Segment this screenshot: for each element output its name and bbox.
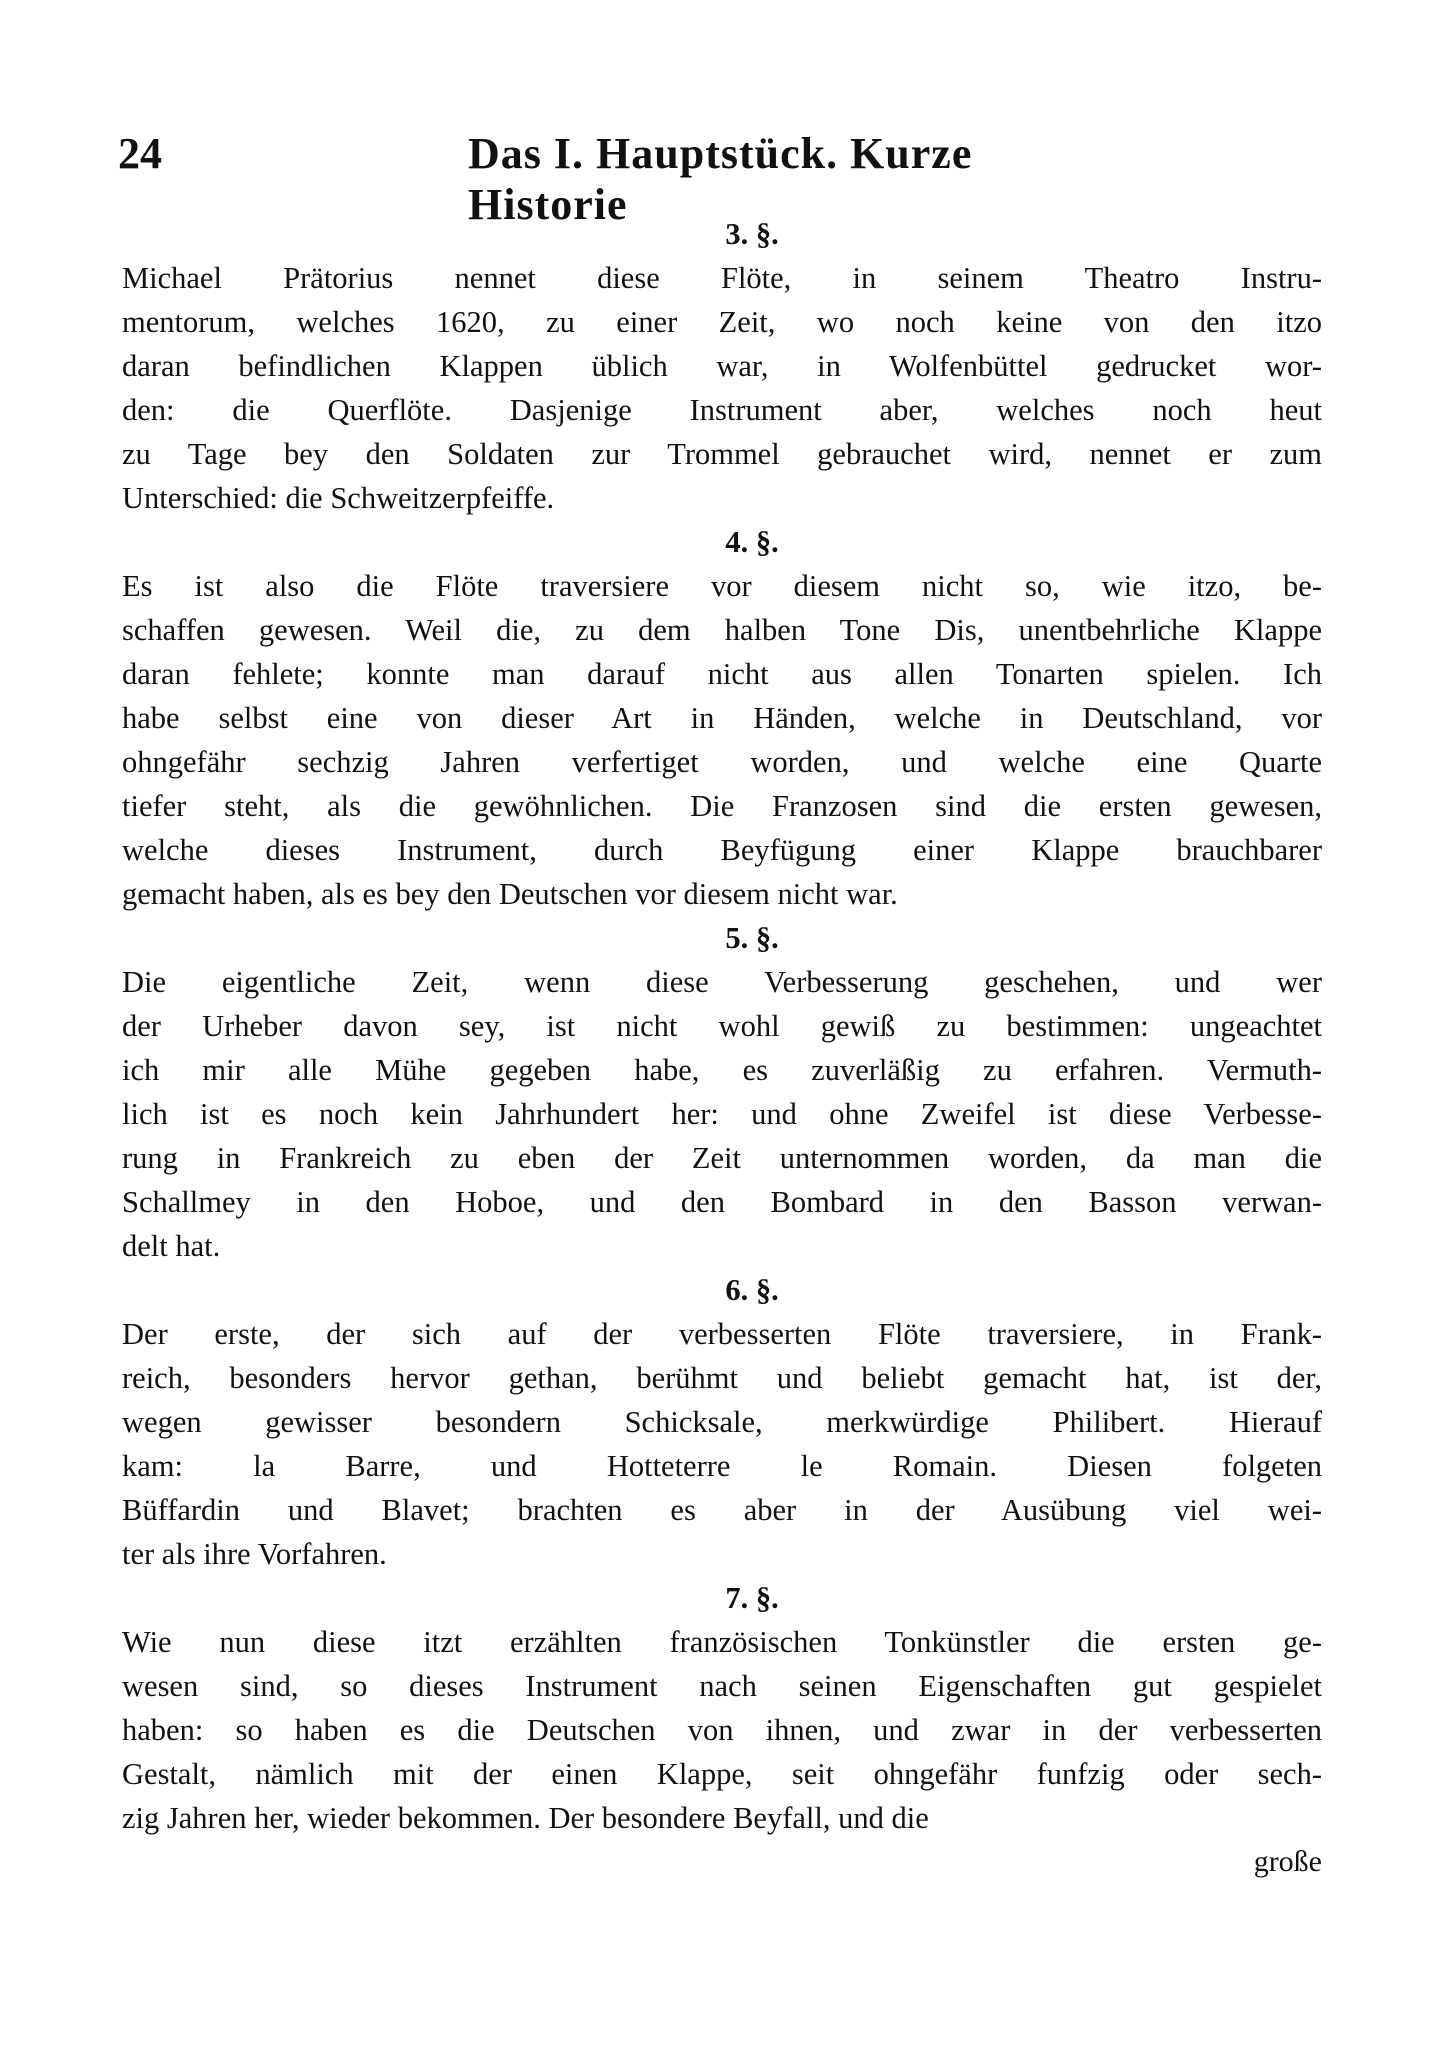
text-line: Schallmey in den Hoboe, und den Bombard in den Basson verwan- — [122, 1185, 1322, 1219]
text-line: Die eigentliche Zeit, wenn diese Verbesserung geschehen, und wer — [122, 965, 1322, 999]
text-line: zu Tage bey den Soldaten zur Trommel gebrauchet wird, nennet er zum — [122, 437, 1322, 471]
text-line: kam: la Barre, und Hotteterre le Romain. Diesen folgeten — [122, 1449, 1322, 1483]
running-title: Das I. Hauptstück. Kurze Historie — [468, 129, 973, 229]
text-line: daran fehlete; konnte man darauf nicht aus allen Tonarten spielen. Ich — [122, 657, 1322, 691]
text-line: Gestalt, nämlich mit der einen Klappe, seit ohngefähr funfzig oder sech- — [122, 1757, 1322, 1791]
text-line: Es ist also die Flöte traversiere vor diesem nicht so, wie itzo, be- — [122, 569, 1322, 603]
text-line: mentorum, welches 1620, zu einer Zeit, wo noch keine von den itzo — [122, 305, 1322, 339]
section-paragraph — [122, 564, 1322, 916]
section-number: 6. §. — [725, 1273, 779, 1307]
text-line: haben: so haben es die Deutschen von ihnen, und zwar in der verbesserten — [122, 1713, 1322, 1747]
text-line: zig Jahren her, wieder bekommen. Der besondere Beyfall, und die — [122, 1801, 929, 1835]
text-line: wegen gewisser besondern Schicksale, merkwürdige Philibert. Hierauf — [122, 1405, 1322, 1439]
page-body — [122, 212, 1322, 1884]
text-line: welche dieses Instrument, durch Beyfügung einer Klappe brauchbarer — [122, 833, 1322, 867]
text-line: gemacht haben, als es bey den Deutschen vor diesem nicht war. — [122, 877, 898, 911]
text-line: daran befindlichen Klappen üblich war, in Wolfenbüttel gedrucket wor- — [122, 349, 1322, 383]
section-number: 7. §. — [725, 1581, 779, 1615]
section-number: 4. §. — [725, 525, 779, 559]
text-line: den: die Querflöte. Dasjenige Instrument aber, welches noch heut — [122, 393, 1322, 427]
text-line: lich ist es noch kein Jahrhundert her: und ohne Zweifel ist diese Verbesse- — [122, 1097, 1322, 1131]
page-number: 24 — [118, 129, 162, 178]
section-paragraph — [122, 960, 1322, 1268]
text-line: ich mir alle Mühe gegeben habe, es zuverläßig zu erfahren. Vermuth- — [122, 1053, 1322, 1087]
text-line: Wie nun diese itzt erzählten französischen Tonkünstler die ersten ge- — [122, 1625, 1322, 1659]
section-number: 3. §. — [725, 217, 779, 251]
text-line: Büffardin und Blavet; brachten es aber in der Ausübung viel wei- — [122, 1493, 1322, 1527]
section-paragraph — [122, 1312, 1322, 1576]
text-line: schaffen gewesen. Weil die, zu dem halben Tone Dis, unentbehrliche Klappe — [122, 613, 1322, 647]
section-paragraph — [122, 1620, 1322, 1840]
text-line: rung in Frankreich zu eben der Zeit unternommen worden, da man die — [122, 1141, 1322, 1175]
text-line: tiefer steht, als die gewöhnlichen. Die Franzosen sind die ersten gewesen, — [122, 789, 1322, 823]
catchword: große — [1253, 1845, 1322, 1878]
text-line: Michael Prätorius nennet diese Flöte, in seinem Theatro Instru- — [122, 261, 1322, 295]
text-line: ter als ihre Vorfahren. — [122, 1537, 387, 1571]
text-line: habe selbst eine von dieser Art in Händen, welche in Deutschland, vor — [122, 701, 1322, 735]
section-number: 5. §. — [725, 921, 779, 955]
text-line: Unterschied: die Schweitzerpfeiffe. — [122, 481, 555, 515]
text-line: der Urheber davon sey, ist nicht wohl gewiß zu bestimmen: ungeachtet — [122, 1009, 1322, 1043]
text-line: ohngefähr sechzig Jahren verfertiget worden, und welche eine Quarte — [122, 745, 1322, 779]
text-line: wesen sind, so dieses Instrument nach seinen Eigenschaften gut gespielet — [122, 1669, 1322, 1703]
text-line: reich, besonders hervor gethan, berühmt und beliebt gemacht hat, ist der, — [122, 1361, 1322, 1395]
text-line: Der erste, der sich auf der verbesserten Flöte traversiere, in Frank- — [122, 1317, 1322, 1351]
text-line: delt hat. — [122, 1229, 221, 1263]
section-paragraph — [122, 256, 1322, 520]
